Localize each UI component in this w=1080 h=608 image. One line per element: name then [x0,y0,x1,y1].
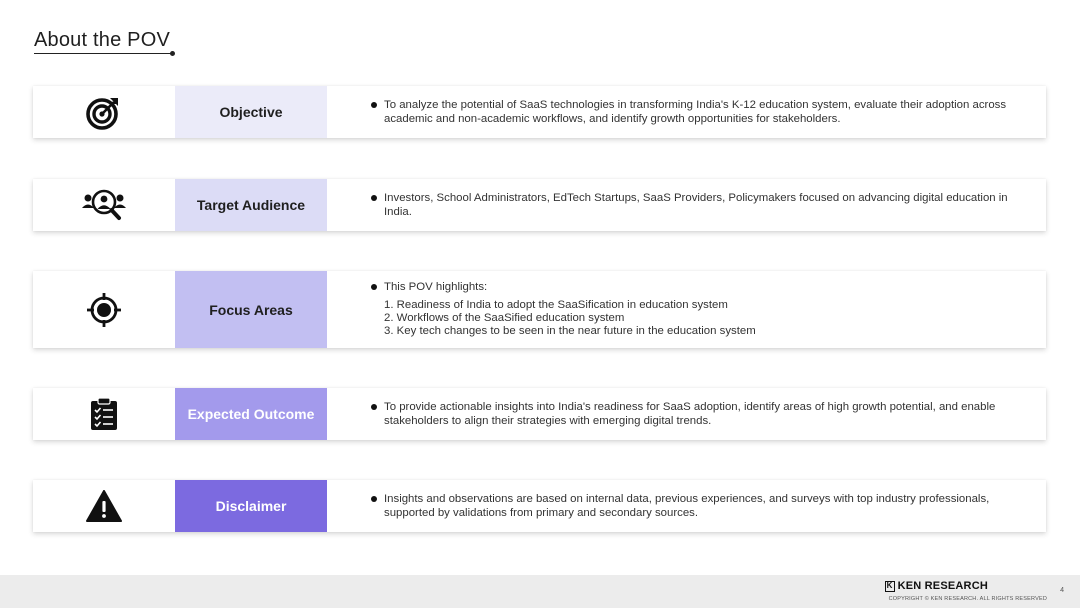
row-focus-areas [33,271,1046,348]
row-icon-cell [33,271,175,348]
ken-logo-icon: K [885,581,895,592]
row-description [384,179,1020,231]
target-icon [86,94,122,130]
row-label [175,179,327,231]
bullet-dot [371,496,377,502]
brand-name: KEN RESEARCH [897,580,988,592]
bullet-dot [371,195,377,201]
row-label-text: Disclaimer [215,498,287,514]
row-label-text: Objective [219,104,283,120]
list-item: 2. Workflows of the SaaSified education system [384,312,625,325]
row-description [384,388,1020,440]
row-disclaimer [33,480,1046,532]
row-label-text: Target Audience [196,197,306,213]
bullet-item [384,492,1020,521]
row-icon-cell [33,86,175,138]
bullet-text: To provide actionable insights into India's readiness for SaaS adoption, identify areas of high growth potential, and enable stakeholders to align their strategies with emerging digital trends. [384,400,996,427]
row-target-audience [33,179,1046,231]
row-description [384,86,1020,138]
bullet-item [384,98,1020,127]
copyright-text: COPYRIGHT © KEN RESEARCH. ALL RIGHTS RESERVED [888,596,1047,602]
bullet-item [384,280,1020,295]
row-label [175,86,327,138]
footer [0,575,1080,608]
row-expected-outcome [33,388,1046,440]
page-title: About the POV [34,29,171,51]
row-icon-cell [33,480,175,532]
bullet-text: Investors, School Administrators, EdTech Startups, SaaS Providers, Policymakers focused on advancing digital education in India. [384,191,1008,218]
row-icon-cell [33,179,175,231]
title-underline [34,53,172,54]
bullet-text: Insights and observations are based on internal data, previous experiences, and surveys with top industry professionals, supported by validations from primary and secondary sources. [384,492,990,519]
bullet-dot [371,102,377,108]
page-number: 4 [1060,587,1064,594]
bullet-item [384,191,1020,220]
row-label [175,271,327,348]
focus-areas-list [384,299,1020,339]
row-objective [33,86,1046,138]
row-label [175,480,327,532]
brand-logo [885,580,988,592]
row-icon-cell [33,388,175,440]
list-item: 3. Key tech changes to be seen in the near future in the education system [384,325,756,338]
row-description [384,271,1020,348]
list-item: 1. Readiness of India to adopt the SaaSification in education system [384,298,728,311]
bullet-text: This POV highlights: [384,281,488,294]
crosshair-icon [87,293,121,327]
warning-icon [86,490,122,522]
row-label-text: Focus Areas [209,301,293,318]
audience-search-icon [81,188,127,222]
row-label [175,388,327,440]
title-underline-dot [170,51,175,56]
bullet-dot [371,284,377,290]
bullet-item [384,400,1020,429]
row-label-text: Expected Outcome [187,406,315,422]
row-description [384,480,1020,532]
bullet-text: To analyze the potential of SaaS technologies in transforming India's K-12 education system, evaluate their adoption across academic and non-academic workflows, and identify growth opportunities for stakeholders. [384,98,1007,125]
checklist-icon [90,397,118,431]
bullet-dot [371,404,377,410]
